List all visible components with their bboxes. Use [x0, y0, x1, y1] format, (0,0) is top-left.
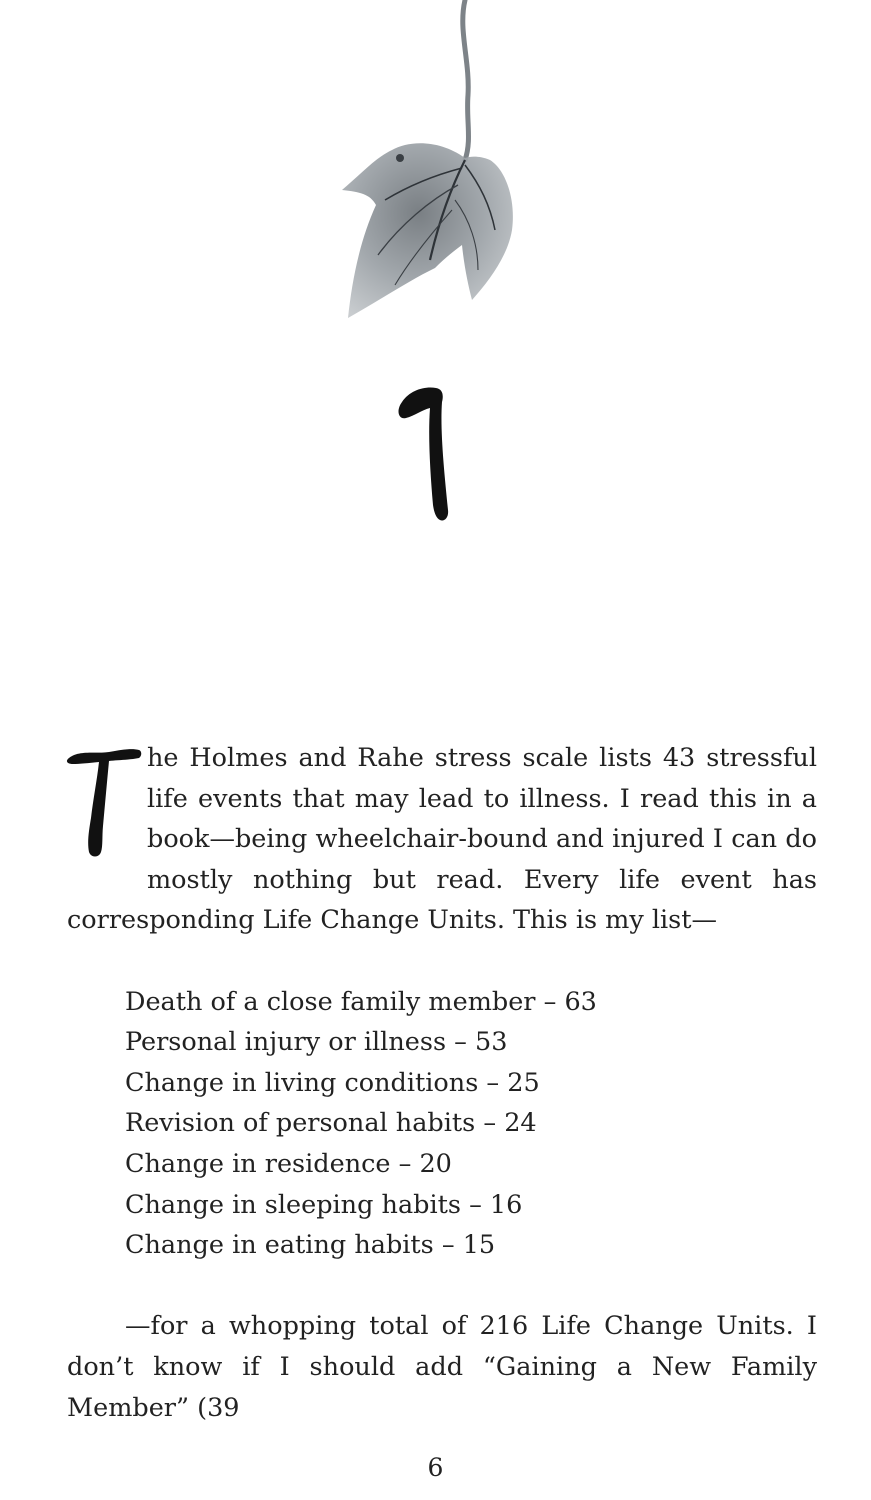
page-number: 6: [427, 1453, 444, 1482]
list-item: Death of a close family member – 63: [125, 986, 597, 1017]
list-item: Change in sleeping habits – 16: [125, 1189, 523, 1220]
list-item: Change in eating habits – 15: [125, 1230, 496, 1261]
drop-cap-t-icon: [65, 742, 143, 860]
list-item: Personal injury or illness – 53: [125, 1027, 508, 1058]
list-item: Change in living conditions – 25: [125, 1067, 540, 1098]
leaf-icon: [330, 0, 530, 330]
chapter-number: [370, 380, 500, 530]
first-paragraph: [67, 738, 817, 941]
list-item: Change in residence – 20: [125, 1148, 452, 1179]
brush-numeral-one-icon: [370, 380, 500, 530]
chapter-text: [67, 738, 817, 1428]
life-events-list: [125, 982, 817, 1266]
list-item: Revision of personal habits – 24: [125, 1108, 537, 1139]
second-paragraph: —for a whopping total of 216 Life Change Units. I don’t know if I should add “Gaining a New Family Member” (39: [67, 1311, 817, 1423]
drop-cap: [65, 742, 143, 860]
hanging-leaf-illustration: [330, 0, 530, 330]
first-paragraph-text: he Holmes and Rahe stress scale lists 43 stressful life events that may lead to illness. I read this in a book—being wheelchair-bound and injured I can do mostly nothing but read. Every life event has corresponding Life Change Units. This is my list—: [67, 743, 817, 936]
